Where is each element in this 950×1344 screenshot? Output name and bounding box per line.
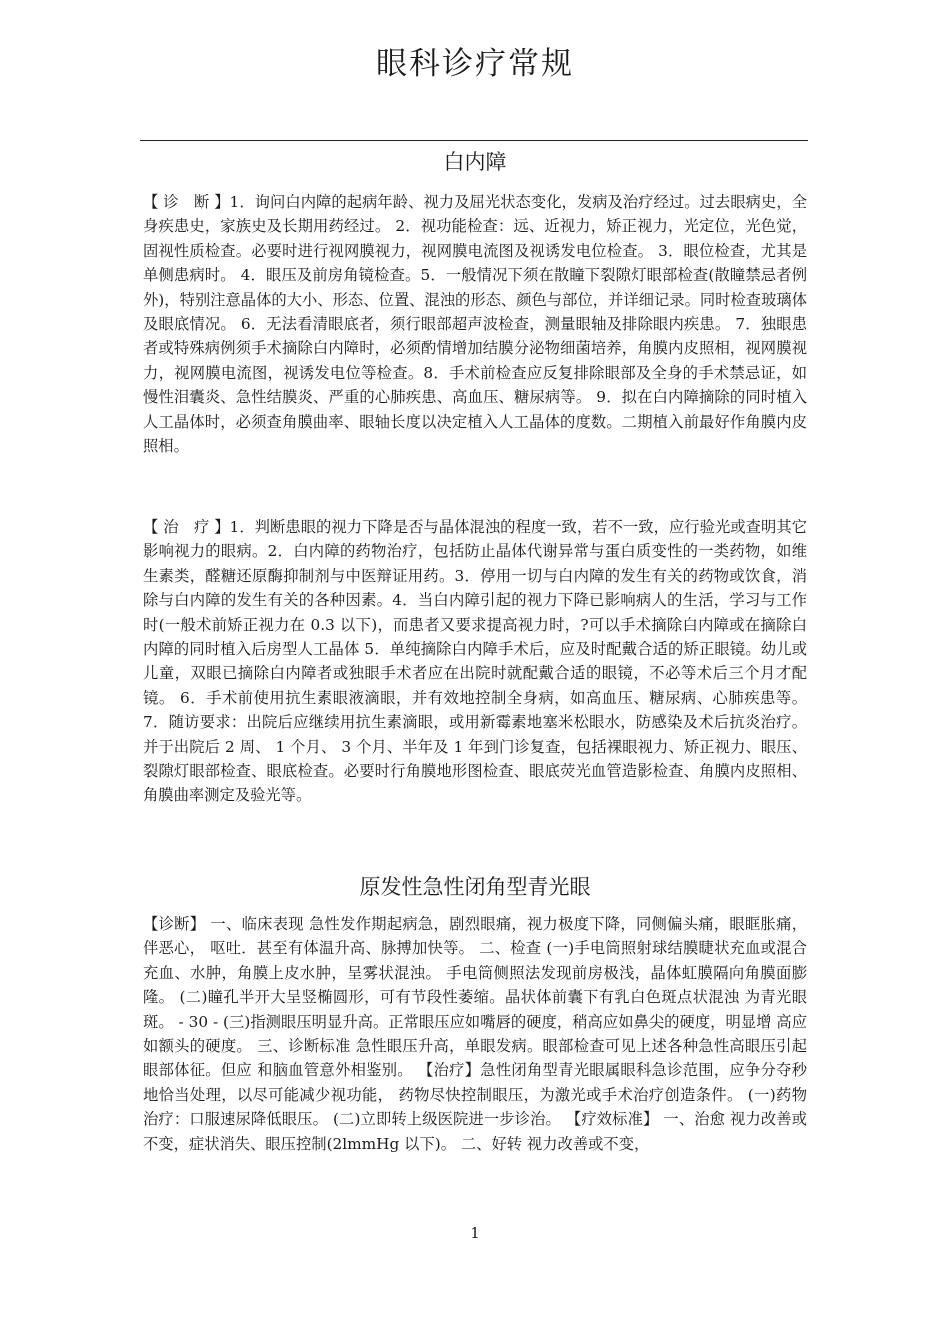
cataract-diagnosis-paragraph: 【 诊 断 】1．询问白内障的起病年龄、视力及屈光状态变化，发病及治疗经过。过去眼病史，全身疾患史，家族史及长期用药经过。 2．视功能检查：远、近视力，矫正视力，光定位，光色觉，固视性质检查。必要时进行视网膜视力，视网膜电流图及视诱发电位检查。 3．眼位检查，尤其是单侧患病时。 4．眼压及前房角镜检查。5．一般情况下须在散瞳下裂隙灯眼部检查(散瞳禁忌者例外)，特别注意晶体的大小、形态、位置、混浊的形态、颜色与部位，并详细记录。同时检查玻璃体及眼底情况。 6．无法看清眼底者，须行眼部超声波检查，测量眼轴及排除眼内疾患。 7．独眼患者或特殊病例须手术摘除白内障时，必须酌情增加结膜分泌物细菌培养，角膜内皮照相，视网膜视力，视网膜电流图，视诱发电位等检查。8．手术前检查应反复排除眼部及全身的手术禁忌证，如慢性泪囊炎、急性结膜炎、严重的心肺疾患、高血压、糖尿病等。 9．拟在白内障摘除的同时植入人工晶体时，必须查角膜曲率、眼轴长度以决定植入人工晶体的度数。二期植入前最好作角膜内皮照相。: [143, 193, 807, 456]
glaucoma-paragraph: 【诊断】 一、临床表现 急性发作期起病急，剧烈眼痛，视力极度下降，同侧偏头痛，眼眶胀痛，伴恶心， 呕吐．甚至有体温升高、脉搏加快等。 二、检查 (一)手电筒照射球结膜睫状充血或混合充血、水肿，角膜上皮水肿，呈雾状混浊。 手电筒侧照法发现前房极浅，晶体虹膜隔向角膜面膨隆。 (二)瞳孔半开大呈竖椭圆形，可有节段性萎缩。晶状体前囊下有乳白色斑点状混浊 为青光眼斑。 - 30 - (三)指测眼压明显升高。正常眼压应如嘴唇的硬度，稍高应如鼻尖的硬度，明显增 高应如额头的硬度。 三、诊断标准 急性眼压升高，单眼发病。眼部检查可见上述各种急性高眼压引起眼部体征。但应 和脑血管意外相鉴别。 【治疗】急性闭角型青光眼属眼科急诊范围，应争分夺秒地恰当处理，以尽可能减少视功能， 药物尽快控制眼压，为激光或手术治疗创造条件。 (一)药物治疗：口服速尿降低眼压。 (二)立即转上级医院进一步诊治。 【疗效标准】 一、治愈 视力改善或不变，症状消失、眼压控制(2lmmHg 以下)。 二、好转 视力改善或不变，: [143, 915, 807, 1153]
document-title: 眼科诊疗常规: [376, 46, 574, 82]
section-title-glaucoma: 原发性急性闭角型青光眼: [359, 875, 591, 899]
section-title-cataract: 白内障: [443, 150, 507, 174]
page-number: 1: [470, 1224, 480, 1242]
title-divider: [140, 140, 808, 141]
cataract-treatment-paragraph: 【 治 疗 】1．判断患眼的视力下降是否与晶体混浊的程度一致，若不一致，应行验光或查明其它影响视力的眼病。2．白内障的药物治疗，包括防止晶体代谢异常与蛋白质变性的一类药物，如维生素类，醛糖还原酶抑制剂与中医辩证用药。3．停用一切与白内障的发生有关的药物或饮食，消除与白内障的发生有关的各种因素。4．当白内障引起的视力下降已影响病人的生活，学习与工作时(一般术前矫正视力在 0.3 以下)，而患者又要求提高视力时，?可以手术摘除白内障或在摘除白内障的同时植入后房型人工晶体 5．单纯摘除白内障手术后，应及时配戴合适的矫正眼镜。幼儿或儿童，双眼已摘除白内障者或独眼手术者应在出院时就配戴合适的眼镜，不必等术后三个月才配镜。 6．手术前使用抗生素眼液滴眼，并有效地控制全身病，如高血压、糖尿病、心肺疾患等。 7．随访要求：出院后应继续用抗生素滴眼，或用新霉素地塞米松眼水，防感染及术后抗炎治疗。并于出院后 2 周、 1 个月、 3 个月、半年及 1 年到门诊复查，包括裸眼视力、矫正视力、眼压、裂隙灯眼部检查、眼底检查。必要时行角膜地形图检查、眼底荧光血管造影检查、角膜内皮照相、角膜曲率测定及验光等。: [143, 518, 807, 805]
